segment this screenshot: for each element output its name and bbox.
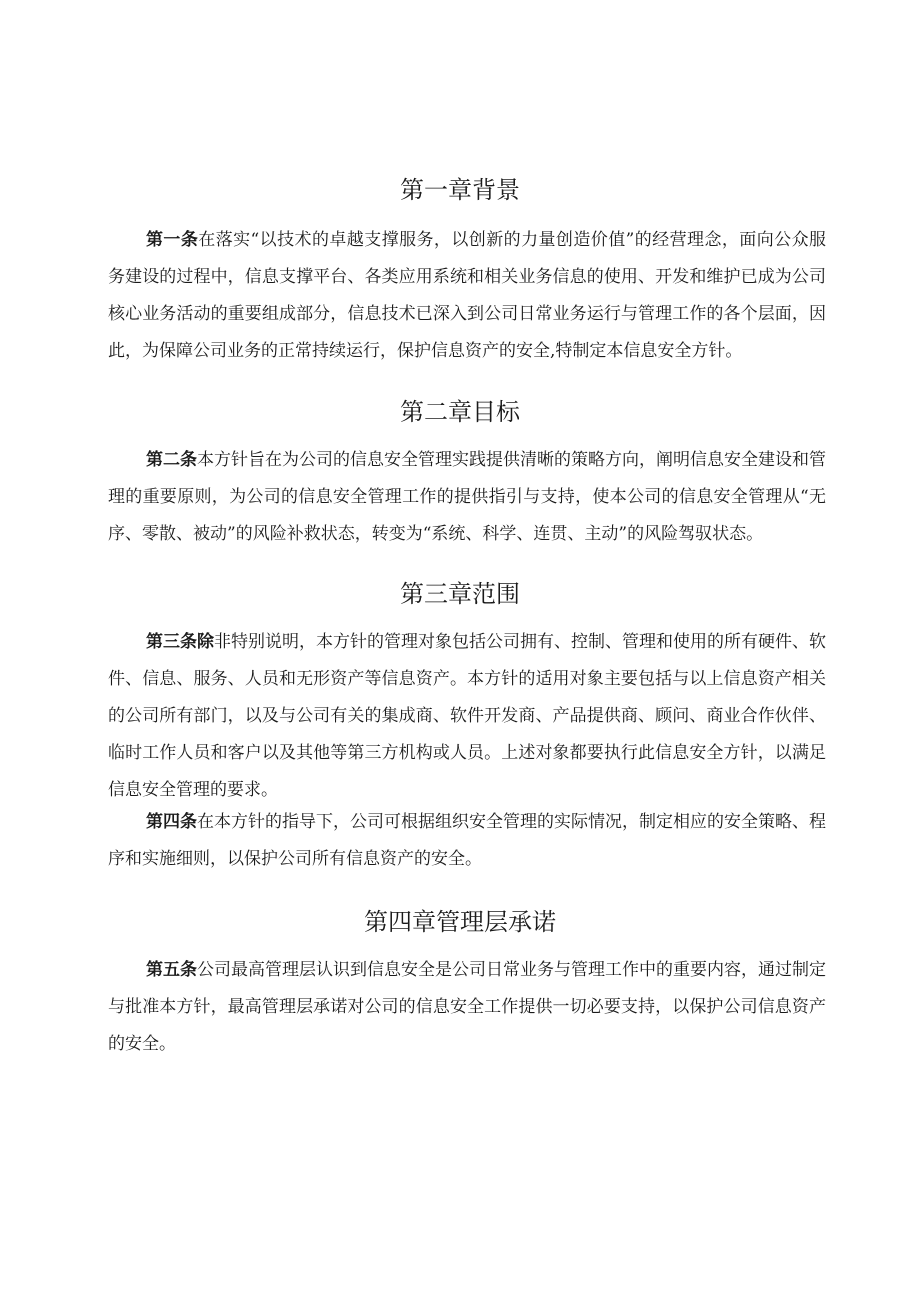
article-4 xyxy=(108,804,826,878)
article-2-label: 第二条 xyxy=(146,450,197,470)
article-4-text: 在本方针的指导下，公司可根据组织安全管理的实际情况，制定相应的安全策略、程序和实施细则，以保护公司所有信息资产的安全。 xyxy=(108,812,826,869)
article-2-text: 本方针旨在为公司的信息安全管理实践提供清晰的策略方向，阐明信息安全建设和管理的重要原则，为公司的信息安全管理工作的提供指引与支持，使本公司的信息安全管理从“无序、零散、被动”的风险补救状态，转变为“系统、科学、连贯、主动”的风险驾驭状态。 xyxy=(108,450,826,544)
article-4-label: 第四条 xyxy=(146,812,197,832)
article-1 xyxy=(108,222,826,370)
article-3-label: 第三条除 xyxy=(146,632,214,652)
chapter-3-title: 第三章范围 xyxy=(400,580,520,608)
article-1-label: 第一条 xyxy=(146,230,199,250)
article-5-label: 第五条 xyxy=(146,960,197,980)
article-2 xyxy=(108,442,826,553)
chapter-1-title: 第一章背景 xyxy=(400,176,520,204)
article-5 xyxy=(108,952,826,1063)
chapter-4-title: 第四章管理层承诺 xyxy=(364,908,556,936)
article-3-text: 非特别说明，本方针的管理对象包括公司拥有、控制、管理和使用的所有硬件、软件、信息、服务、人员和无形资产等信息资产。本方针的适用对象主要包括与以上信息资产相关的公司所有部门，以及与公司有关的集成商、软件开发商、产品提供商、顾问、商业合作伙伴、临时工作人员和客户以及其他等第三方机构或人员。上述对象都要执行此信息安全方针，以满足信息安全管理的要求。 xyxy=(108,632,826,800)
article-3 xyxy=(108,624,826,809)
chapter-2-title: 第二章目标 xyxy=(400,398,520,426)
article-1-text: 在落实“以技术的卓越支撑服务，以创新的力量创造价值”的经营理念，面向公众服务建设的过程中，信息支撑平台、各类应用系统和相关业务信息的使用、开发和维护已成为公司核心业务活动的重要组成部分，信息技术已深入到公司日常业务运行与管理工作的各个层面，因此，为保障公司业务的正常持续运行，保护信息资产的安全,特制定本信息安全方针。 xyxy=(108,230,826,361)
article-5-text: 公司最高管理层认识到信息安全是公司日常业务与管理工作中的重要内容，通过制定与批准本方针，最高管理层承诺对公司的信息安全工作提供一切必要支持，以保护公司信息资产的安全。 xyxy=(108,960,826,1054)
